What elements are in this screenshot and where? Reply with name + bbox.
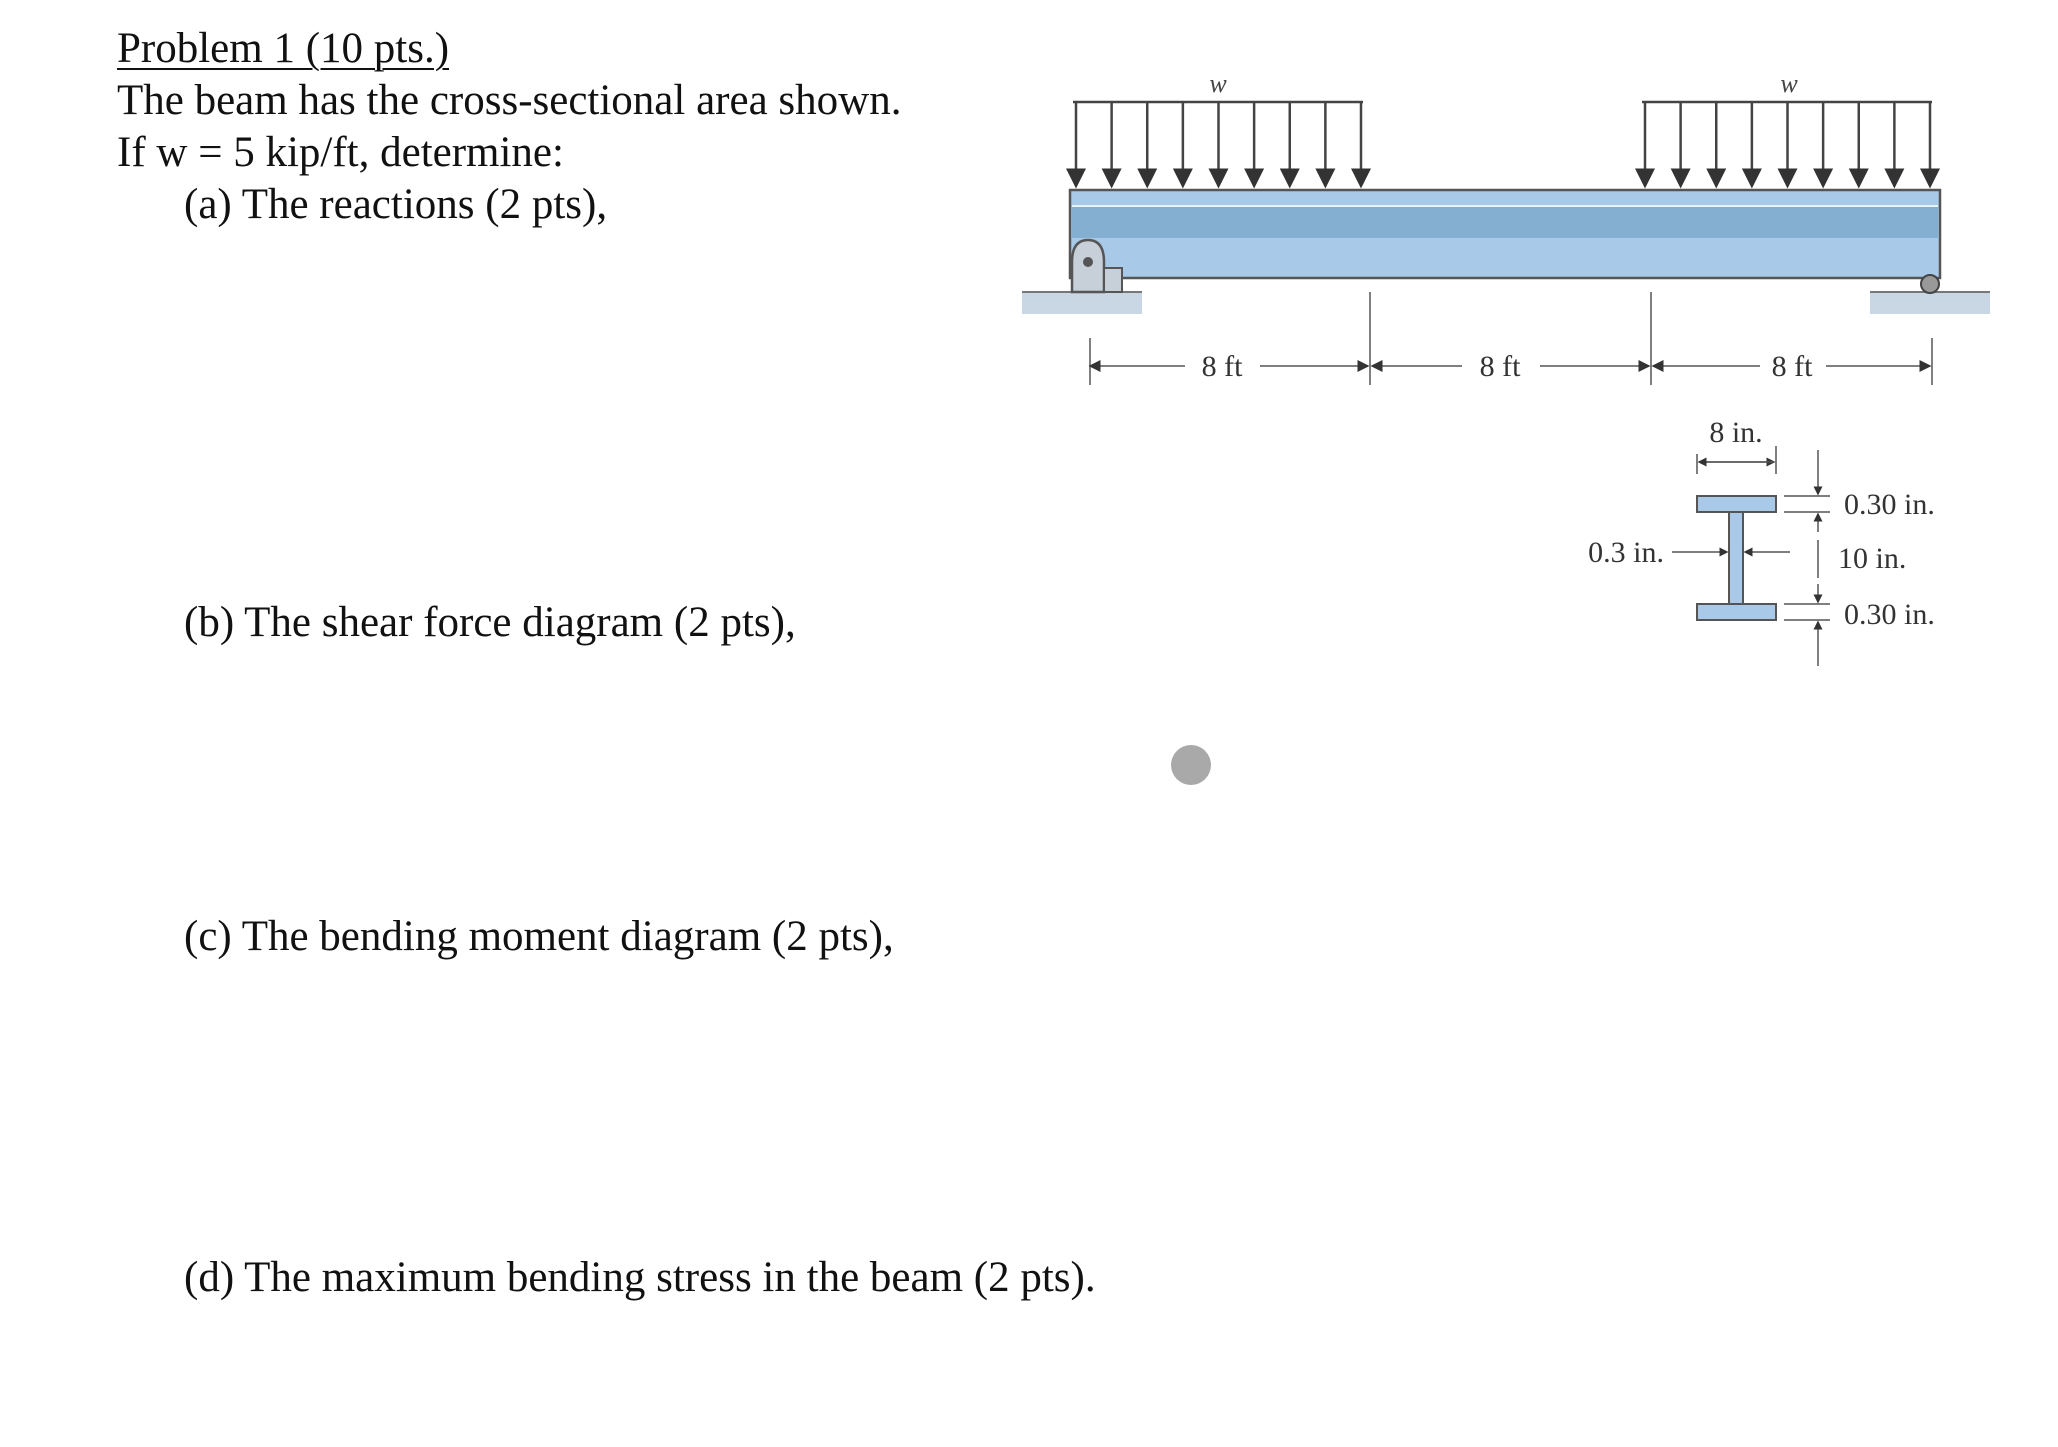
span-label-3: 8 ft [1771,350,1813,383]
bottom-flange-thickness-label: 0.30 in. [1844,598,1935,631]
section-dimensions [1672,446,1830,666]
beam [1070,190,1940,278]
pointer-dot [1171,745,1211,785]
part-c: (c) The bending moment diagram (2 pts), [184,913,894,960]
i-beam-cross-section [1697,496,1776,620]
web-thickness-label: 0.3 in. [1588,536,1664,569]
right-load-label: w [1780,69,1798,98]
part-a: (a) The reactions (2 pts), [184,181,608,228]
problem-title: Problem 1 (10 pts.) [117,25,450,72]
flange-width-label: 8 in. [1709,416,1763,449]
roller-support [1870,275,1990,314]
span-label-2: 8 ft [1479,350,1521,383]
top-flange-thickness-label: 0.30 in. [1844,488,1935,521]
span-label-1: 8 ft [1201,350,1243,383]
web-depth-label: 10 in. [1838,542,1907,575]
right-distributed-load [1642,102,1932,186]
left-load-label: w [1209,69,1227,98]
problem-statement: The beam has the cross-sectional area shown. [117,77,902,124]
part-b: (b) The shear force diagram (2 pts), [184,599,796,646]
given-load: If w = 5 kip/ft, determine: [117,129,564,176]
part-d: (d) The maximum bending stress in the beam (2 pts). [184,1254,1096,1301]
left-distributed-load [1073,102,1363,186]
